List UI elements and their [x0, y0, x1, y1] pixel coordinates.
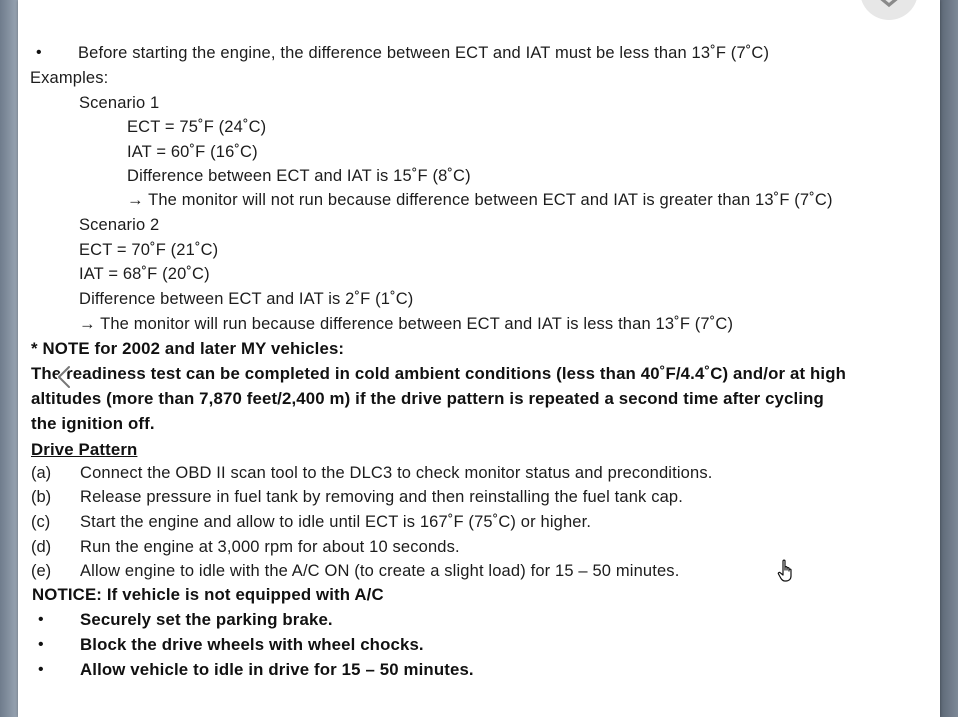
precondition-text: Before starting the engine, the difference between ECT and IAT must be less than 13˚F (7˚C) — [78, 44, 770, 62]
step-text: Allow engine to idle with the A/C ON (to create a slight load) for 15 – 50 minutes. — [80, 562, 680, 580]
hand-cursor-icon — [776, 559, 796, 583]
right-background — [940, 0, 958, 717]
note-heading: * NOTE for 2002 and later MY vehicles: — [31, 339, 345, 358]
chevron-left-icon — [54, 364, 76, 390]
step-text: Start the engine and allow to idle until ECT is 167˚F (75˚C) or higher. — [80, 513, 592, 531]
step-label: (d) — [31, 538, 52, 556]
bullet-dot: • — [38, 661, 44, 678]
step-label: (a) — [31, 464, 52, 482]
note-line: altitudes (more than 7,870 feet/2,400 m) if the drive pattern is repeated a second time after cycling — [31, 389, 824, 408]
scenario2-iat: IAT = 68˚F (20˚C) — [79, 265, 210, 283]
note-line: The readiness test can be completed in cold ambient conditions (less than 40˚F/4.4˚C) and/or at high — [31, 364, 847, 383]
left-background — [0, 0, 18, 717]
scenario1-iat: IAT = 60˚F (16˚C) — [127, 143, 258, 161]
step-text: Release pressure in fuel tank by removing and then reinstalling the fuel tank cap. — [80, 488, 683, 506]
scenario2-ect: ECT = 70˚F (21˚C) — [79, 241, 219, 259]
scenario2-result: → The monitor will run because difference between ECT and IAT is less than 13˚F (7˚C) — [79, 315, 734, 333]
step-text: Connect the OBD II scan tool to the DLC3 to check monitor status and preconditions. — [80, 464, 713, 482]
step-text: Run the engine at 3,000 rpm for about 10 seconds. — [80, 538, 460, 556]
bullet-dot: • — [38, 636, 44, 653]
previous-page-button[interactable] — [54, 364, 76, 390]
notice-bullet: Allow vehicle to idle in drive for 15 – 50 minutes. — [80, 660, 474, 679]
step-label: (b) — [31, 488, 52, 506]
close-icon — [875, 0, 903, 12]
scenario1-title: Scenario 1 — [79, 94, 160, 112]
step-label: (e) — [31, 562, 52, 580]
step-label: (c) — [31, 513, 51, 531]
notice-bullet: Block the drive wheels with wheel chocks. — [80, 635, 424, 654]
close-button[interactable] — [860, 0, 918, 20]
note-line: the ignition off. — [31, 414, 155, 433]
scenario1-difference: Difference between ECT and IAT is 15˚F (8˚C) — [127, 167, 471, 185]
scenario1-ect: ECT = 75˚F (24˚C) — [127, 118, 267, 136]
drive-pattern-heading: Drive Pattern — [31, 440, 138, 459]
notice-heading: NOTICE: If vehicle is not equipped with A/C — [32, 585, 384, 604]
scenario1-result: → The monitor will not run because difference between ECT and IAT is greater than 13˚F (7˚C) — [127, 191, 833, 209]
examples-heading: Examples: — [30, 69, 109, 87]
notice-bullet: Securely set the parking brake. — [80, 610, 333, 629]
scenario2-difference: Difference between ECT and IAT is 2˚F (1˚C) — [79, 290, 414, 308]
scenario2-title: Scenario 2 — [79, 216, 160, 234]
bullet-dot: • — [36, 44, 42, 61]
bullet-dot: • — [38, 611, 44, 628]
document-viewer-page — [18, 0, 940, 717]
